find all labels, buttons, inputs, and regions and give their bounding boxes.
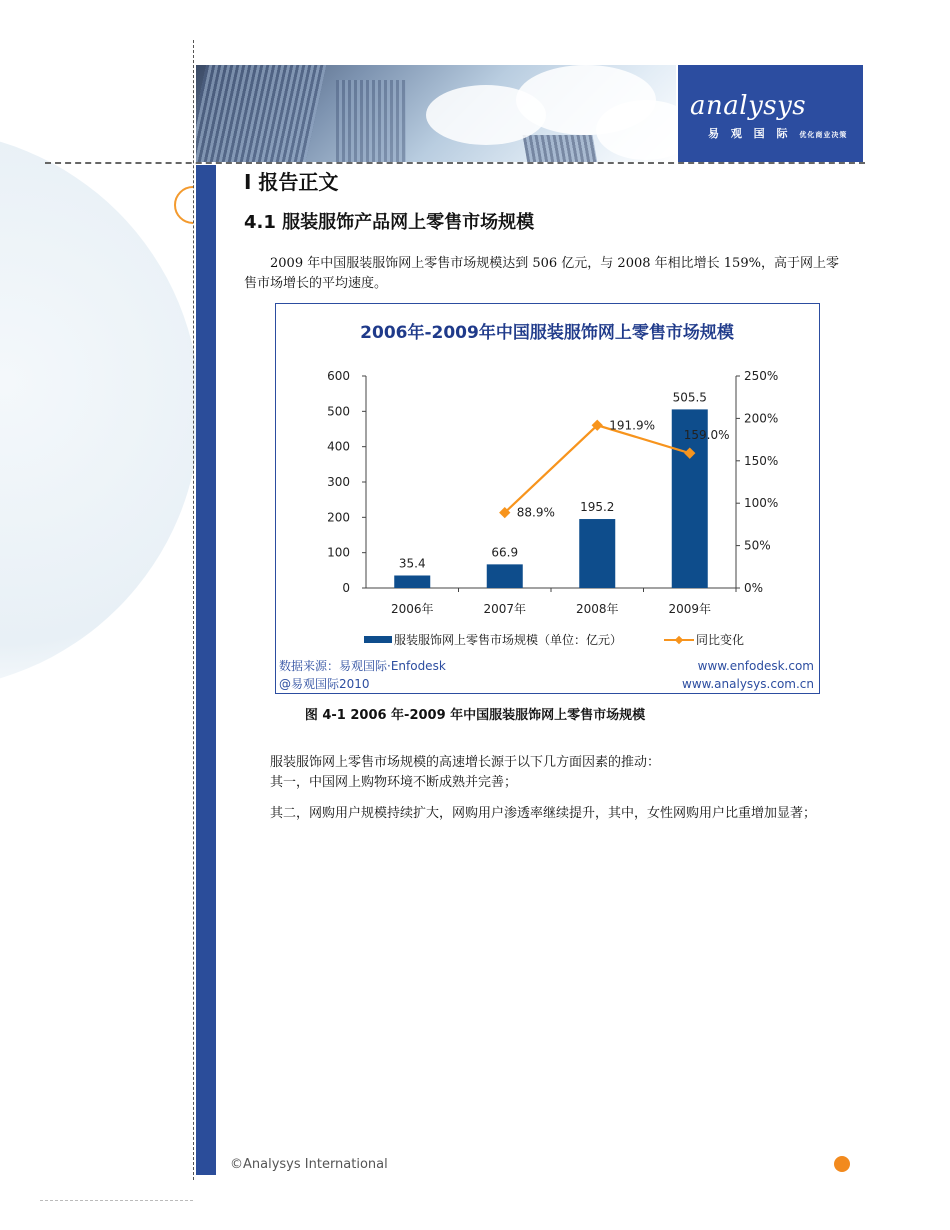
footer-copyright: ©Analysys International bbox=[230, 1157, 388, 1172]
growth-label: 191.9% bbox=[609, 418, 656, 433]
logo-wordmark: analysys bbox=[690, 91, 807, 121]
left-accent-bar bbox=[196, 165, 216, 1175]
footer-orange-dot bbox=[834, 1156, 850, 1172]
logo-slogan: 优化商业决策 bbox=[799, 131, 848, 139]
body-paragraph-3: 其二，网购用户规模持续扩大，网购用户渗透率继续提升，其中，女性网购用户比重增加显著； bbox=[270, 806, 817, 821]
intro-paragraph: 2009 年中国服装服饰网上零售市场规模达到 506 亿元，与 2008 年相比增长 159%，高于网上零售市场增长的平均速度。 bbox=[244, 256, 839, 291]
bar-value-label: 35.4 bbox=[398, 556, 426, 571]
right-tick-label: 100% bbox=[744, 496, 779, 511]
header-banner-image bbox=[196, 65, 676, 162]
section-title: I 报告正文 bbox=[244, 170, 339, 194]
chart-source-1: 数据来源：易观国际·Enfodesk bbox=[279, 659, 446, 673]
chart-title: 2006年-2009年中国服装服饰网上零售市场规模 bbox=[360, 323, 734, 343]
legend-bar-label: 服装服饰网上零售市场规模（单位：亿元） bbox=[394, 633, 623, 647]
chart-svg bbox=[276, 304, 819, 693]
x-tick-label: 2009年 bbox=[668, 602, 712, 616]
market-size-chart bbox=[275, 303, 820, 694]
vertical-dashed-rule bbox=[193, 40, 194, 1180]
subsection-title: 4.1 服装服饰产品网上零售市场规模 bbox=[244, 212, 535, 233]
background-arc bbox=[0, 130, 200, 690]
bar-value-label: 505.5 bbox=[672, 390, 707, 405]
legend-line-marker bbox=[675, 636, 683, 644]
x-tick-label: 2008年 bbox=[575, 602, 619, 616]
growth-label: 159.0% bbox=[683, 428, 730, 443]
legend-bar-swatch bbox=[364, 636, 392, 643]
left-tick-label: 100 bbox=[327, 545, 350, 560]
legend-line-label: 同比变化 bbox=[696, 633, 745, 647]
figure-caption: 图 4-1 2006 年-2009 年中国服装服饰网上零售市场规模 bbox=[304, 708, 646, 723]
body-paragraph-2: 其一，中国网上购物环境不断成熟并完善； bbox=[270, 775, 518, 790]
bar bbox=[487, 564, 523, 588]
x-tick-label: 2006年 bbox=[390, 602, 434, 616]
left-tick-label: 0 bbox=[342, 581, 350, 595]
x-tick-label: 2007年 bbox=[483, 602, 527, 616]
header-dashed-rule bbox=[45, 162, 865, 164]
chart-url-2: www.analysys.com.cn bbox=[682, 677, 814, 691]
growth-label: 88.9% bbox=[516, 505, 555, 520]
left-tick-label: 200 bbox=[327, 510, 350, 525]
left-tick-label: 300 bbox=[327, 475, 350, 489]
right-tick-label: 200% bbox=[744, 411, 779, 426]
left-tick-label: 500 bbox=[327, 404, 350, 419]
logo-cn-name: 易 观 国 际 优化商业决策 bbox=[708, 127, 848, 140]
bar bbox=[579, 519, 615, 588]
right-tick-label: 50% bbox=[744, 538, 771, 553]
chart-source-2: @易观国际2010 bbox=[279, 677, 370, 691]
bottom-dashed-rule bbox=[40, 1200, 193, 1201]
left-tick-label: 600 bbox=[327, 369, 350, 383]
right-tick-label: 250% bbox=[744, 369, 779, 383]
body-paragraph-1: 服装服饰网上零售市场规模的高速增长源于以下几方面因素的推动： bbox=[270, 755, 661, 770]
analysys-logo bbox=[678, 65, 863, 162]
left-tick-label: 400 bbox=[327, 439, 350, 454]
right-tick-label: 0% bbox=[744, 581, 764, 595]
bar bbox=[394, 575, 430, 588]
right-tick-label: 150% bbox=[744, 453, 779, 468]
bar-value-label: 66.9 bbox=[491, 545, 519, 560]
bar-value-label: 195.2 bbox=[580, 500, 615, 515]
chart-url-1: www.enfodesk.com bbox=[697, 659, 814, 673]
